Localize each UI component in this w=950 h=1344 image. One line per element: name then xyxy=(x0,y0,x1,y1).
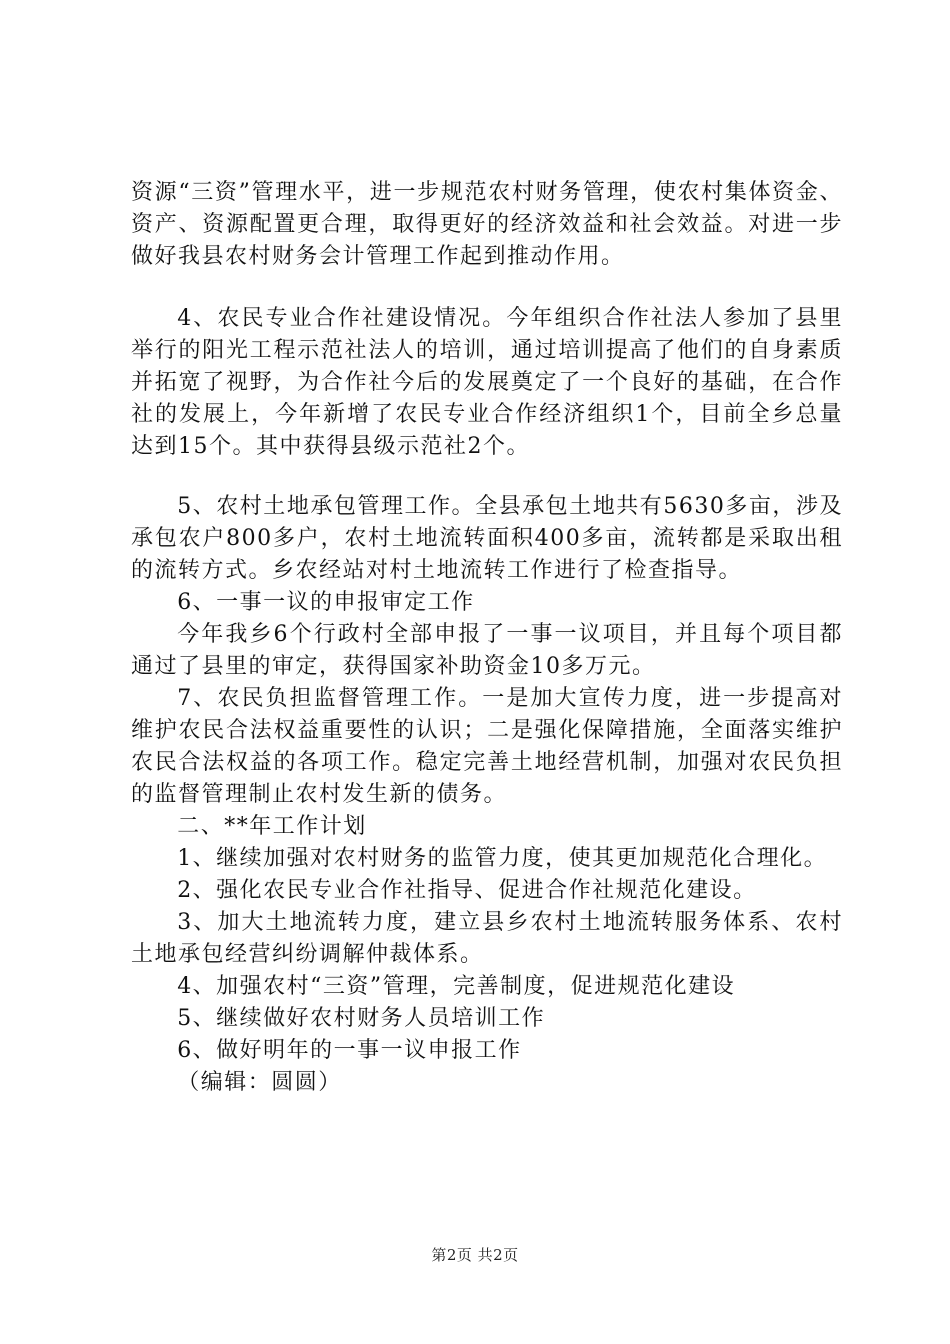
plan-item-5: 5、继续做好农村财务人员培训工作 xyxy=(177,1006,546,1031)
plan-item-4: 4、加强农村“三资”管理，完善制度，促进规范化建设 xyxy=(177,974,736,999)
paragraph-heading-project-review: 6、一事一议的申报审定工作 xyxy=(177,590,475,615)
editor-credit: （编辑：圆圆） xyxy=(177,1070,342,1095)
paragraph-burden-supervision: 7、农民负担监督管理工作。一是加大宣传力度，进一步提高对维护农民合法权益重要性的认识；二是强化保障措施，全面落实维护农民合法权益的各项工作。稳定完善土地经营机制，加强对农民负担的监督管理制止农村发生新的债务。 xyxy=(131,686,843,807)
section-heading-work-plan: 二、**年工作计划 xyxy=(177,814,367,839)
paragraph-land-contract: 5、农村土地承包管理工作。全县承包土地共有5630多亩，涉及承包农户800多户，农村土地流转面积400多亩，流转都是采取出租的流转方式。乡农经站对村土地流转工作进行了检查指导。 xyxy=(131,494,843,583)
plan-item-1: 1、继续加强对农村财务的监管力度，使其更加规范化合理化。 xyxy=(177,846,828,871)
document-body xyxy=(131,177,843,1099)
paragraph-cooperatives: 4、农民专业合作社建设情况。今年组织合作社法人参加了县里举行的阳光工程示范社法人的培训，通过培训提高了他们的自身素质并拓宽了视野，为合作社今后的发展奠定了一个良好的基础，在合作社的发展上，今年新增了农民专业合作经济组织1个，目前全乡总量达到15个。其中获得县级示范社2个。 xyxy=(131,306,843,459)
paragraph-project-review: 今年我乡6个行政村全部申报了一事一议项目，并且每个项目都通过了县里的审定，获得国家补助资金10多万元。 xyxy=(131,622,843,679)
plan-item-6: 6、做好明年的一事一议申报工作 xyxy=(177,1038,522,1063)
paragraph-continuation: 资源“三资”管理水平，进一步规范农村财务管理，使农村集体资金、资产、资源配置更合理，取得更好的经济效益和社会效益。对进一步做好我县农村财务会计管理工作起到推动作用。 xyxy=(131,180,843,269)
plan-item-3: 3、加大土地流转力度，建立县乡农村土地流转服务体系、农村土地承包经营纠纷调解仲裁体系。 xyxy=(131,910,843,967)
page-number-footer: 第2页 共2页 xyxy=(431,1246,519,1264)
plan-item-2: 2、强化农民专业合作社指导、促进合作社规范化建设。 xyxy=(177,878,757,903)
